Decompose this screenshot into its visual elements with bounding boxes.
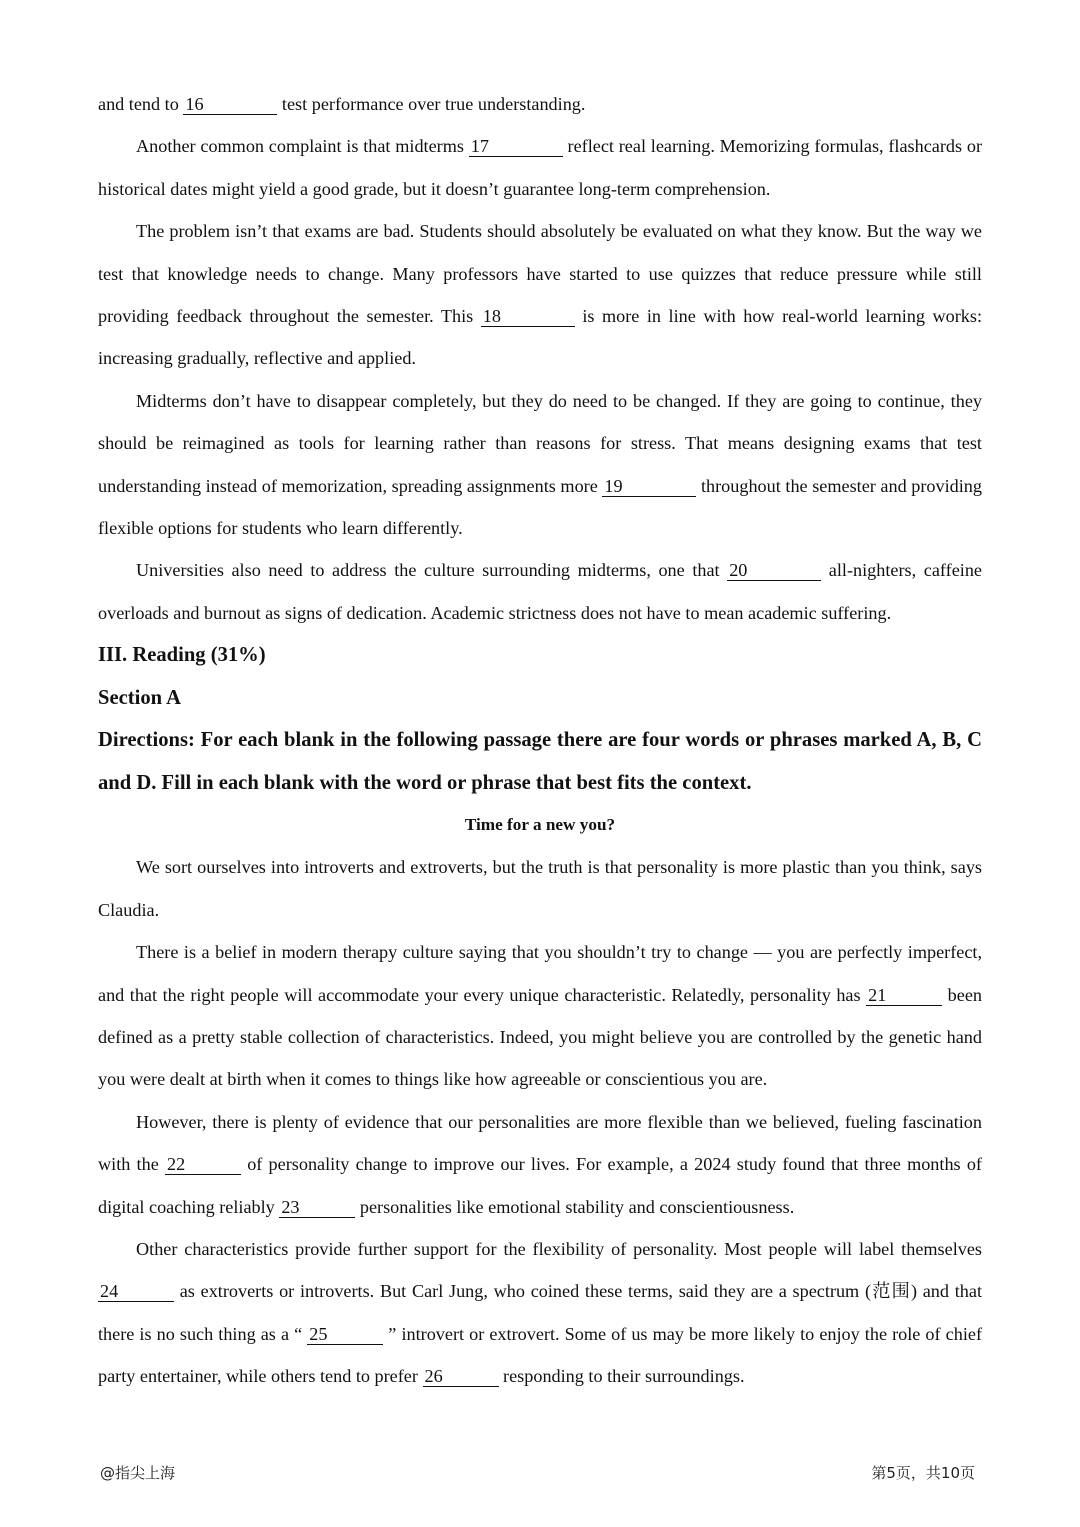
text: test performance over true understanding. — [277, 94, 586, 114]
text: all-nighters, caffeine overloads and burnout as signs of dedication. Academic strictness does not have to mean academic suffering. — [98, 560, 982, 623]
blank-17: 17 — [469, 136, 563, 157]
text: as extroverts or introverts. But Carl Jung, who coined these terms, said they are a spectrum (范围) and that there is no such thing as a “ — [98, 1281, 982, 1344]
blank-16: 16 — [183, 94, 277, 115]
reading-paragraph-2 — [98, 931, 982, 1101]
section-heading: III. Reading (31%) — [98, 644, 266, 667]
text: is more in line with how real-world learning works: increasing gradually, reflective and applied. — [98, 306, 982, 369]
text: been defined as a pretty stable collection of characteristics. Indeed, you might believe you are controlled by the genetic hand you were dealt at birth when it comes to things like how agreeable or conscientious you are. — [98, 984, 982, 1090]
paragraph-16 — [98, 83, 982, 125]
paragraph-20 — [98, 549, 982, 634]
text: Universities also need to address the culture surrounding midterms, one that — [136, 560, 728, 581]
paragraph-19 — [98, 380, 982, 550]
text: throughout the semester and providing flexible options for students who learn differently. — [98, 475, 982, 539]
directions: Directions: For each blank in the following passage there are four words or phrases marked A, B, C and D. Fill in each blank with the word or phrase that best fits the context. — [98, 729, 982, 794]
reading-paragraph-3 — [98, 1101, 982, 1228]
blank-21: 21 — [866, 985, 942, 1006]
text: responding to their surroundings. — [498, 1366, 745, 1387]
blank-20: 20 — [727, 560, 821, 581]
blank-22: 22 — [165, 1154, 241, 1175]
text: Midterms don’t have to disappear completely, but they do need to be changed. If they are going to continue, they should be reimagined as tools for learning rather than reasons for stress. That means designing exams that test understanding instead of memorization, spreading assignments more — [98, 390, 982, 496]
reading-paragraph-4 — [98, 1228, 982, 1398]
text: ” introvert or extrovert. Some of us may be more likely to enjoy the role of chief party entertainer, while others tend to prefer — [98, 1323, 982, 1387]
text: Other characteristics provide further support for the flexibility of personality. Most people will label themselves — [136, 1238, 982, 1259]
text: personalities like emotional stability and conscientiousness. — [355, 1196, 795, 1217]
passage-title: Time for a new you? — [464, 814, 616, 834]
blank-24: 24 — [98, 1281, 174, 1302]
blank-25: 25 — [307, 1324, 383, 1345]
text: and tend to — [98, 94, 184, 114]
text: The problem isn’t that exams are bad. Students should absolutely be evaluated on what they know. But the way we test that knowledge needs to change. Many professors have started to use quizzes that reduce pressure while still providing feedback throughout the semester. This — [98, 221, 982, 327]
paragraph-18 — [98, 210, 982, 380]
footer-page-number: 第5页，共10页 — [871, 1464, 975, 1482]
text: of personality change to improve our lives. For example, a 2024 study found that three months of digital coaching reliably — [98, 1154, 982, 1217]
paragraph-17 — [98, 125, 982, 210]
text: reflect real learning. Memorizing formulas, flashcards or historical dates might yield a good grade, but it doesn’t guarantee long-term comprehension. — [98, 136, 982, 199]
reading-paragraph-1: We sort ourselves into introverts and extroverts, but the truth is that personality is more plastic than you think, says Claudia. — [98, 857, 982, 920]
text: There is a belief in modern therapy culture saying that you shouldn’t try to change — you are perfectly imperfect, and that the right people will accommodate your every unique characteristic. Relatedly, personality has — [98, 942, 982, 1005]
blank-23: 23 — [279, 1197, 355, 1218]
blank-19: 19 — [602, 476, 696, 497]
blank-26: 26 — [423, 1366, 499, 1387]
text: Another common complaint is that midterms — [136, 136, 469, 157]
document-page — [98, 83, 982, 1398]
blank-18: 18 — [481, 306, 575, 327]
text: However, there is plenty of evidence that our personalities are more flexible than we believed, fueling fascination with the — [98, 1111, 982, 1175]
footer-source: @指尖上海 — [100, 1464, 176, 1482]
section-a-heading: Section A — [98, 686, 181, 709]
